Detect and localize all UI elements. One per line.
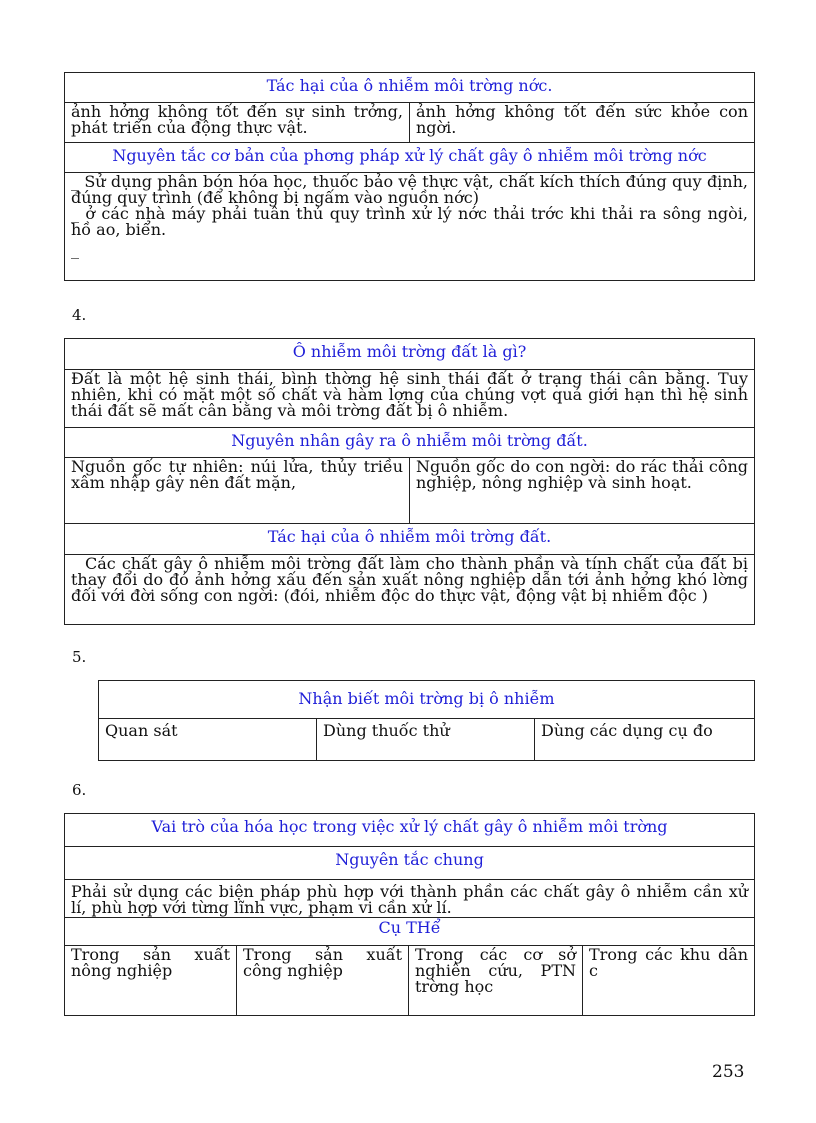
heading-soil-harm: Tác hại của ô nhiễm môi trờng đất. xyxy=(65,524,755,555)
water-principle-text xyxy=(65,173,755,281)
page-number: 253 xyxy=(712,1062,745,1082)
heading-general-principle: Nguyên tắc chung xyxy=(65,847,755,880)
heading-water-harm: Tác hại của ô nhiễm môi trờng nớc. xyxy=(65,73,755,103)
soil-harm-text: Các chất gây ô nhiễm môi trờng đất làm cho thành phần và tính chất của đất bị thay đổi do đó ảnh hởng xấu đến sản xuất nông nghiệp dẫn tới ảnh hởng khó lờng đối với đời sống con ngời: (đói, nhiễm độc do thực vật, động vật bị nhiễm độc ) xyxy=(65,555,755,625)
heading-soil-cause: Nguyên nhân gây ra ô nhiễm môi trờng đất. xyxy=(65,428,755,458)
general-principle-text: Phải sử dụng các biện pháp phù hợp với thành phần các chất gây ô nhiễm cần xử lí, phù hợp với từng lĩnh vực, phạm vi cần xử lí. xyxy=(65,880,755,918)
water-harm-left: ảnh hởng không tốt đến sự sinh trởng, phát triển của động thực vật. xyxy=(65,103,410,143)
principle-line-2: _ ở các nhà máy phải tuân thủ quy trình xử lý nớc thải trớc khi thải ra sông ngòi, hồ ao, biển. xyxy=(71,204,748,239)
chemistry-role-table xyxy=(64,813,755,1016)
water-harm-right: ảnh hởng không tốt đến sức khỏe con ngời. xyxy=(410,103,755,143)
principle-line-1: _ Sử dụng phân bón hóa học, thuốc bảo vệ thực vật, chất kích thích đúng quy định, đúng quy trình (để không bị ngấm vào nguồn nớc) xyxy=(71,172,748,207)
principle-line-3: _ xyxy=(71,240,79,259)
recognition-reagent: Dùng thuốc thử xyxy=(317,719,535,761)
soil-cause-right: Nguồn gốc do con ngời: do rác thải công nghiệp, nông nghiệp và sinh hoạt. xyxy=(410,458,755,524)
heading-chemistry-role: Vai trò của hóa học trong việc xử lý chất gây ô nhiễm môi trờng xyxy=(65,814,755,847)
soil-what-text: Đất là một hệ sinh thái, bình thờng hệ sinh thái đất ở trạng thái cân bằng. Tuy nhiên, khi có mặt một số chất và hàm lợng của chúng vợt quá giới hạn thì hệ sinh thái đất sẽ mất cân bằng và môi trờng đất bị ô nhiễm. xyxy=(65,370,755,428)
section-number-5: 5. xyxy=(72,648,87,666)
recognition-instruments: Dùng các dụng cụ đo xyxy=(535,719,755,761)
specific-industry: Trong sản xuất công nghiệp xyxy=(237,946,409,1016)
section-number-6: 6. xyxy=(72,781,87,799)
heading-water-principle: Nguyên tắc cơ bản của phơng pháp xử lý chất gây ô nhiễm môi trờng nớc xyxy=(65,143,755,173)
soil-pollution-table xyxy=(64,338,755,625)
heading-specific: Cụ THể xyxy=(65,918,755,946)
soil-cause-left: Nguồn gốc tự nhiên: núi lửa, thủy triều xâm nhập gây nên đất mặn, xyxy=(65,458,410,524)
specific-residential: Trong các khu dân c xyxy=(583,946,755,1016)
specific-agriculture: Trong sản xuất nông nghiệp xyxy=(65,946,237,1016)
heading-recognition: Nhận biết môi trờng bị ô nhiễm xyxy=(99,681,755,719)
specific-research: Trong các cơ sở nghiên cứu, PTN trờng học xyxy=(409,946,583,1016)
heading-soil-what: Ô nhiễm môi trờng đất là gì? xyxy=(65,339,755,370)
section-number-4: 4. xyxy=(72,306,87,324)
recognition-observe: Quan sát xyxy=(99,719,317,761)
recognition-table xyxy=(98,680,755,761)
water-pollution-table xyxy=(64,72,755,281)
